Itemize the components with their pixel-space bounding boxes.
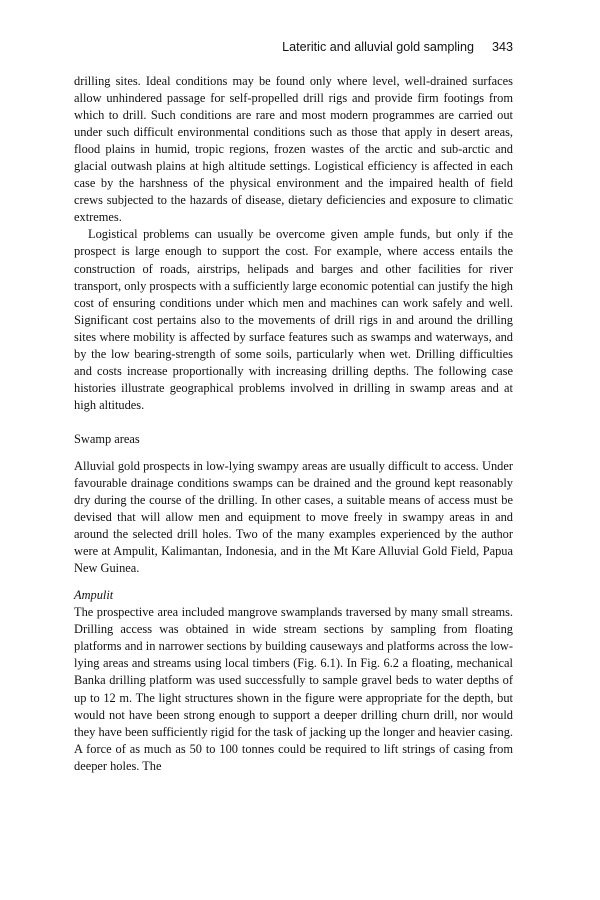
- subsection-heading-ampulit: Ampulit: [74, 588, 114, 603]
- paragraph-swamp-areas: Alluvial gold prospects in low-lying swampy areas are usually difficult to access. Under favourable drainage conditions swamps can be drained and the ground kept reasonably dry during the course of the drilling. In other cases, a suitable means of access must be devised that will allow men and equipment to move freely in swampy areas in and around the selected drill holes. Two of the many examples experienced by the author were at Ampulit, Kalimantan, Indonesia, and in the Mt Kare Alluvial Gold Field, Papua New Guinea.: [74, 458, 513, 576]
- running-title: Lateritic and alluvial gold sampling: [282, 40, 474, 54]
- running-header: [74, 40, 513, 60]
- paragraph-ampulit: The prospective area included mangrove swamplands traversed by many small streams. Drilling access was obtained in wide stream sections by sampling from floating platforms and in narrower sections by building causeways and platforms across the low-lying areas and streams using local timbers (Fig. 6.1). In Fig. 6.2 a floating, mechanical Banka drilling platform was used successfully to sample gravel beds to water depths of up to 12 m. The light structures shown in the figure were appropriate for the depth, but would not have been strong enough to support a deeper drilling churn drill, nor would they have been sufficiently rigid for the task of jacking up the longer and heavier casing. A force of as much as 50 to 100 tonnes could be required to lift strings of casing from deeper holes. The: [74, 605, 513, 773]
- paragraph-drilling-sites: drilling sites. Ideal conditions may be found only where level, well-drained surfaces allow unhindered passage for self-propelled drill rigs and provide firm footings from which to drill. Such conditions are rare and most modern programmes are carried out under such difficult environmental conditions such as those that apply in desert areas, flood plains in humid, tropic regions, frozen wastes of the arctic and sub-arctic and glacial outwash plains at high altitude settings. Logistical efficiency is affected in each case by the harshness of the physical environment and the impaired health of field crews subjected to the hazards of disease, dietary deficiencies and exposure to climatic extremes.: [74, 74, 513, 225]
- page-number: 343: [491, 40, 513, 54]
- paragraph-logistical-problems: Logistical problems can usually be overcome given ample funds, but only if the prospect is large enough to support the cost. For example, where access entails the construction of roads, airstrips, helipads and barges and other facilities for river transport, only prospects with a sufficiently large economic potential can justify the high cost of ensuring conditions under which men and machines can work safely and well. Significant cost pertains also to the movements of drill rigs in and around the drilling sites where mobility is affected by surface features such as swamps and waterways, and by the low bearing-strength of some soils, particularly when wet. Drilling difficulties and costs increase proportionally with increasing drilling depths. The following case histories illustrate geographical problems involved in drilling in swamp areas and at high altitudes.: [74, 227, 513, 412]
- body-text: [74, 73, 513, 775]
- section-heading-swamp-areas: Swamp areas: [74, 431, 140, 446]
